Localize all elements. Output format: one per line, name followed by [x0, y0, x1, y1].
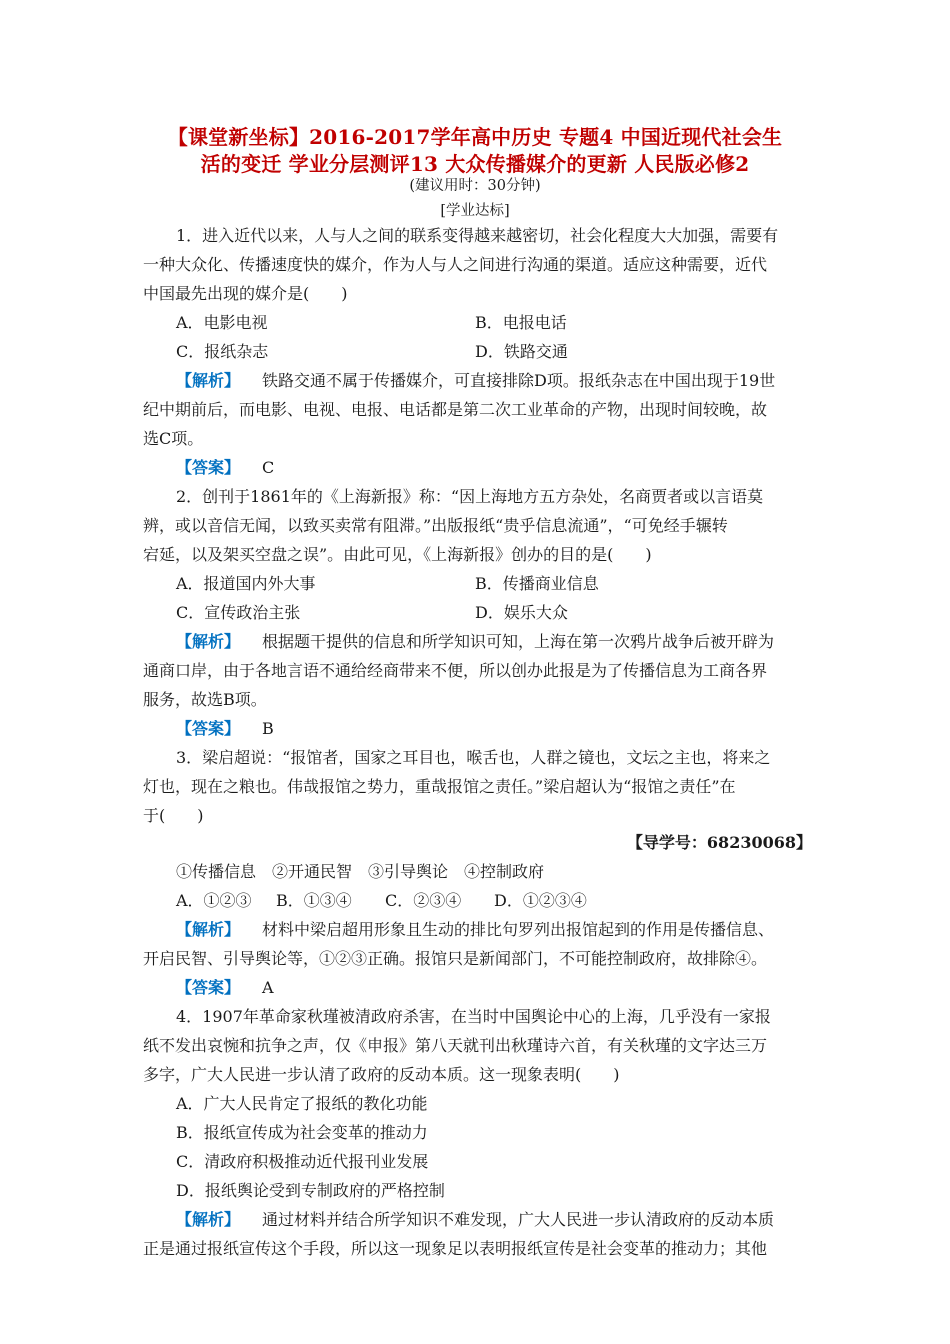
- answer-tag: 【答案】: [176, 978, 241, 997]
- q4-analysis-line-2: 正是通过报纸宣传这个手段，所以这一现象足以表明报纸宣传是社会变革的推动力；其他: [143, 1239, 768, 1258]
- answer-tag: 【答案】: [176, 719, 241, 738]
- q4-option-c: C．清政府积极推动近代报刊业发展: [176, 1152, 429, 1171]
- q3-option-b: B．①③④: [276, 891, 352, 910]
- q1-option-a: A．电影电视: [176, 313, 268, 332]
- q1-option-c: C．报纸杂志: [176, 342, 269, 361]
- guide-number: 【导学号：68230068】: [626, 833, 812, 852]
- document-title: [120, 124, 830, 178]
- q4-option-d: D．报纸舆论受到专制政府的严格控制: [176, 1181, 445, 1200]
- q2-stem-line-2: 辨，或以音信无闻，以致买卖常有阻滞。”出版报纸“贵乎信息流通”，“可免经手辗转: [143, 516, 728, 535]
- q1-analysis-line-2: 纪中期前后，而电影、电视、电报、电话都是第二次工业革命的产物，出现时间较晚，故: [143, 400, 768, 419]
- q1-answer: 【答案】 C: [176, 458, 275, 477]
- q2-stem-line-3: 宕延，以及架买空盘之误”。由此可见，《上海新报》创办的目的是( ): [143, 545, 652, 564]
- q1-stem-line-2: 一种大众化、传播速度快的媒介，作为人与人之间进行沟通的渠道。适应这种需要，近代: [143, 255, 768, 274]
- q3-option-a: A．①②③: [176, 891, 252, 910]
- q1-analysis-line-1: 【解析】 铁路交通不属于传播媒介，可直接排除D项。报纸杂志在中国出现于19世: [176, 371, 776, 390]
- q2-option-a: A．报道国内外大事: [176, 574, 316, 593]
- q2-analysis-line-2: 通商口岸，由于各地言语不通给经商带来不便，所以创办此报是为了传播信息为工商各界: [143, 661, 768, 680]
- q3-option-c: C．②③④: [385, 891, 462, 910]
- q3-stem-line-1: 3．梁启超说：“报馆者，国家之耳目也，喉舌也，人群之镜也，文坛之主也，将来之: [176, 748, 771, 767]
- title-line-1: 【课堂新坐标】2016-2017学年高中历史 专题4 中国近现代社会生: [167, 125, 783, 149]
- q2-option-b: B．传播商业信息: [475, 574, 599, 593]
- analysis-tag: 【解析】: [176, 1210, 241, 1229]
- q3-items: ①传播信息 ②开通民智 ③引导舆论 ④控制政府: [176, 862, 545, 881]
- q2-stem-line-1: 2．创刊于1861年的《上海新报》称：“因上海地方五方杂处，名商贾者或以言语莫: [176, 487, 764, 506]
- q3-answer: 【答案】 A: [176, 978, 274, 997]
- q3-stem-line-2: 灯也，现在之粮也。伟哉报馆之势力，重哉报馆之责任。”梁启超认为“报馆之责任”在: [143, 777, 736, 796]
- q4-analysis-line-1: 【解析】 通过材料并结合所学知识不难发现，广大人民进一步认清政府的反动本质: [176, 1210, 775, 1229]
- q4-option-a: A．广大人民肯定了报纸的教化功能: [176, 1094, 428, 1113]
- analysis-tag: 【解析】: [176, 371, 241, 390]
- q4-stem-line-1: 4．1907年革命家秋瑾被清政府杀害，在当时中国舆论中心的上海，几乎没有一家报: [176, 1007, 771, 1026]
- q4-option-b: B．报纸宣传成为社会变革的推动力: [176, 1123, 428, 1142]
- q1-option-b: B．电报电话: [475, 313, 567, 332]
- q3-analysis-line-2: 开启民智、引导舆论等，①②③正确。报馆只是新闻部门，不可能控制政府，故排除④。: [143, 949, 768, 968]
- q1-option-d: D．铁路交通: [475, 342, 568, 361]
- q2-option-d: D．娱乐大众: [475, 603, 568, 622]
- q3-stem-line-3: 于( ): [143, 806, 204, 825]
- answer-tag: 【答案】: [176, 458, 241, 477]
- q2-analysis-line-1: 【解析】 根据题干提供的信息和所学知识可知，上海在第一次鸦片战争后被开辟为: [176, 632, 775, 651]
- time-hint: (建议用时：30分钟): [409, 178, 541, 194]
- q2-answer: 【答案】 B: [176, 719, 274, 738]
- q1-stem-line-1: 1．进入近代以来，人与人之间的联系变得越来越密切，社会化程度大大加强，需要有: [176, 226, 779, 245]
- title-line-2: 活的变迁 学业分层测评13 大众传播媒介的更新 人民版必修2: [200, 152, 750, 176]
- q2-analysis-line-3: 服务，故选B项。: [143, 690, 267, 709]
- section-heading: [学业达标]: [440, 203, 510, 219]
- q3-analysis-line-1: 【解析】 材料中梁启超用形象且生动的排比句罗列出报馆起到的作用是传播信息、: [176, 920, 775, 939]
- analysis-tag: 【解析】: [176, 632, 241, 651]
- q4-stem-line-3: 多字，广大人民进一步认清了政府的反动本质。这一现象表明( ): [143, 1065, 620, 1084]
- analysis-tag: 【解析】: [176, 920, 241, 939]
- q1-stem-line-3: 中国最先出现的媒介是( ): [143, 284, 348, 303]
- q1-analysis-line-3: 选C项。: [143, 429, 204, 448]
- q3-option-d: D．①②③④: [494, 891, 587, 910]
- q2-option-c: C．宣传政治主张: [176, 603, 301, 622]
- q4-stem-line-2: 纸不发出哀惋和抗争之声，仅《申报》第八天就刊出秋瑾诗六首，有关秋瑾的文字达三万: [143, 1036, 768, 1055]
